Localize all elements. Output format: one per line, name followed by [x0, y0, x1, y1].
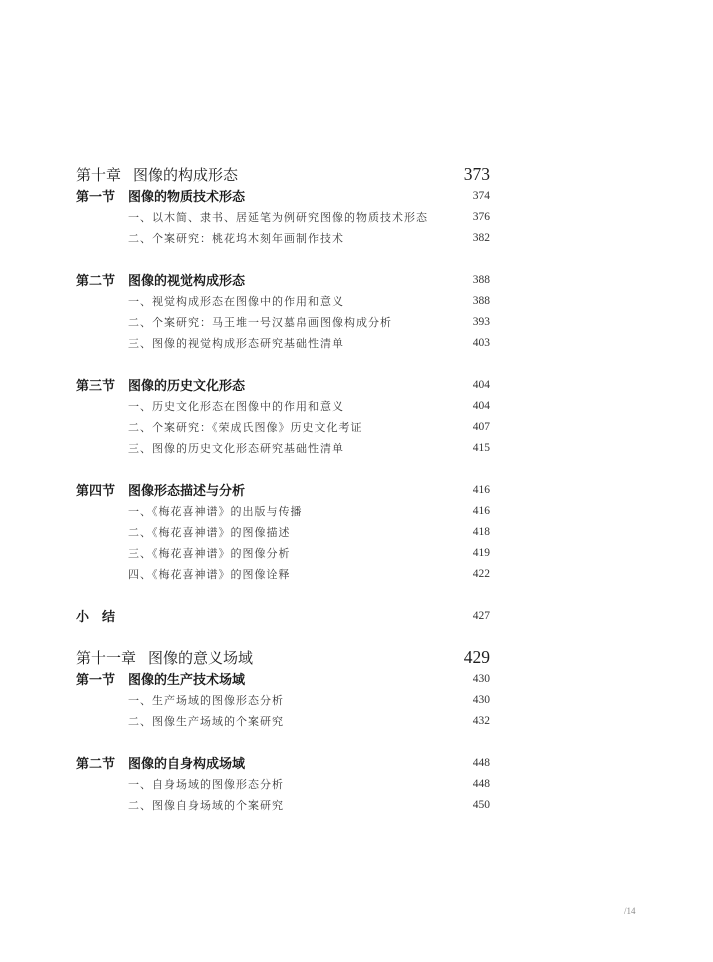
section-page-number: 416 — [472, 483, 490, 496]
subsection-title: 四、《梅花喜神谱》的图像诠释 — [128, 568, 291, 581]
subsection-page-number: 448 — [472, 777, 490, 790]
section-block — [76, 185, 490, 248]
subsection-entry — [76, 773, 490, 794]
subsection-page-number: 430 — [472, 693, 490, 706]
section-heading — [76, 374, 490, 395]
section-heading — [76, 668, 490, 689]
section-title: 图像的生产技术场域 — [128, 672, 246, 687]
section-title: 图像的视觉构成形态 — [128, 273, 246, 288]
subsection-title: 一、视觉构成形态在图像中的作用和意义 — [128, 295, 344, 308]
subsection-title: 一、历史文化形态在图像中的作用和意义 — [128, 400, 344, 413]
chapter-number: 第十一章 — [76, 651, 137, 667]
subsection-title: 二、个案研究：桃花坞木刻年画制作技术 — [128, 232, 344, 245]
section-page-number: 448 — [472, 756, 490, 769]
subsection-page-number: 416 — [472, 504, 490, 517]
subsection-title: 三、图像的历史文化形态研究基础性清单 — [128, 442, 344, 455]
subsection-page-number: 382 — [472, 231, 490, 244]
subsection-entry — [76, 332, 490, 353]
subsection-page-number: 376 — [472, 210, 490, 223]
section-title: 图像形态描述与分析 — [128, 483, 246, 498]
section-title: 图像的历史文化形态 — [128, 378, 246, 393]
subsection-page-number: 407 — [472, 420, 490, 433]
subsection-title: 一、《梅花喜神谱》的出版与传播 — [128, 505, 303, 518]
subsection-title: 二、个案研究：《荣成氏图像》历史文化考证 — [128, 421, 363, 434]
section-number: 第一节 — [76, 672, 116, 687]
subsection-title: 一、生产场域的图像形态分析 — [128, 694, 284, 707]
section-heading — [76, 185, 490, 206]
subsection-entry — [76, 689, 490, 710]
table-of-contents — [76, 164, 490, 836]
subsection-entry — [76, 227, 490, 248]
subsection-entry — [76, 542, 490, 563]
section-block — [76, 479, 490, 584]
subsection-title: 二、个案研究：马王堆一号汉墓帛画图像构成分析 — [128, 316, 392, 329]
chapter-title: 图像的意义场域 — [148, 651, 254, 667]
section-block — [76, 269, 490, 353]
section-title: 图像的自身构成场域 — [128, 756, 246, 771]
subsection-entry — [76, 416, 490, 437]
subsection-title: 二、《梅花喜神谱》的图像描述 — [128, 526, 291, 539]
section-heading — [76, 752, 490, 773]
summary-title: 小 结 — [76, 609, 116, 624]
subsection-entry — [76, 563, 490, 584]
page-marker: /14 — [624, 906, 636, 916]
subsection-page-number: 415 — [472, 441, 490, 454]
chapter-heading — [76, 164, 490, 185]
subsection-entry — [76, 206, 490, 227]
subsection-page-number: 422 — [472, 567, 490, 580]
chapter-page-number: 429 — [463, 647, 490, 667]
subsection-entry — [76, 500, 490, 521]
section-heading — [76, 479, 490, 500]
chapter-title: 图像的构成形态 — [133, 168, 239, 184]
subsection-page-number: 432 — [472, 714, 490, 727]
summary-heading — [76, 605, 490, 626]
chapter-page-number: 373 — [463, 164, 490, 184]
section-number: 第四节 — [76, 483, 116, 498]
subsection-entry — [76, 437, 490, 458]
subsection-entry — [76, 521, 490, 542]
subsection-entry — [76, 311, 490, 332]
subsection-page-number: 404 — [472, 399, 490, 412]
section-block — [76, 668, 490, 731]
section-page-number: 430 — [472, 672, 490, 685]
subsection-page-number: 393 — [472, 315, 490, 328]
section-number: 第三节 — [76, 378, 116, 393]
summary-page-number: 427 — [472, 609, 490, 622]
subsection-page-number: 419 — [472, 546, 490, 559]
subsection-page-number: 403 — [472, 336, 490, 349]
section-block — [76, 752, 490, 815]
subsection-title: 一、以木简、隶书、居延笔为例研究图像的物质技术形态 — [128, 211, 428, 224]
section-page-number: 388 — [472, 273, 490, 286]
summary-block — [76, 605, 490, 626]
section-title: 图像的物质技术形态 — [128, 189, 246, 204]
section-page-number: 374 — [472, 189, 490, 202]
subsection-title: 二、图像生产场域的个案研究 — [128, 715, 284, 728]
section-number: 第一节 — [76, 189, 116, 204]
chapter-number: 第十章 — [76, 168, 122, 184]
subsection-entry — [76, 395, 490, 416]
section-heading — [76, 269, 490, 290]
section-number: 第二节 — [76, 273, 116, 288]
subsection-entry — [76, 794, 490, 815]
subsection-title: 三、图像的视觉构成形态研究基础性清单 — [128, 337, 344, 350]
section-page-number: 404 — [472, 378, 490, 391]
subsection-title: 一、自身场域的图像形态分析 — [128, 778, 284, 791]
chapter-heading — [76, 647, 490, 668]
subsection-entry — [76, 710, 490, 731]
section-block — [76, 374, 490, 458]
subsection-page-number: 388 — [472, 294, 490, 307]
subsection-page-number: 450 — [472, 798, 490, 811]
subsection-title: 三、《梅花喜神谱》的图像分析 — [128, 547, 291, 560]
subsection-title: 二、图像自身场域的个案研究 — [128, 799, 284, 812]
subsection-page-number: 418 — [472, 525, 490, 538]
section-number: 第二节 — [76, 756, 116, 771]
subsection-entry — [76, 290, 490, 311]
